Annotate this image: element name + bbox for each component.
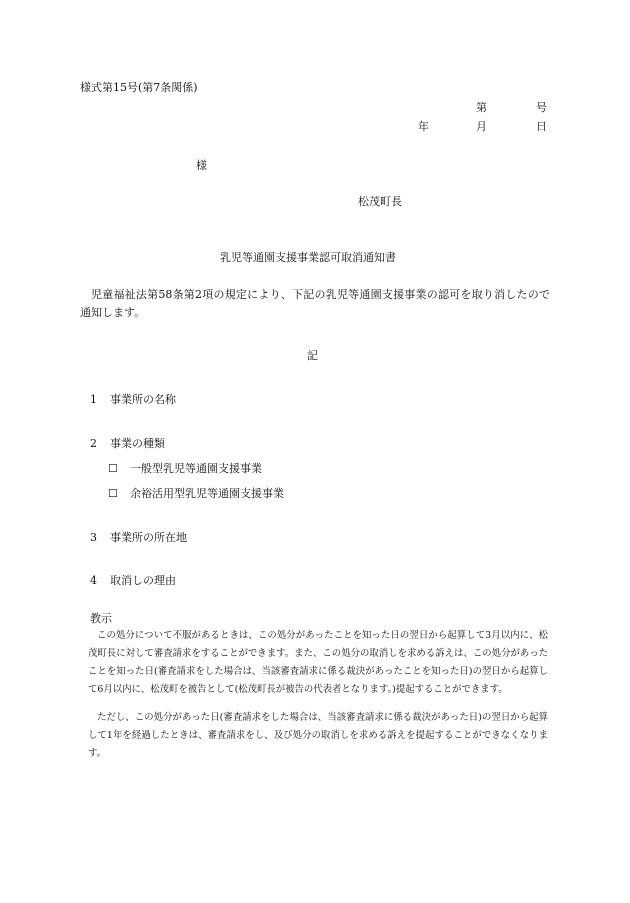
item-label: 事業所の所在地 xyxy=(110,531,187,544)
ki-heading: 記 xyxy=(307,349,318,362)
form-number: 様式第15号(第7条関係) xyxy=(80,81,198,94)
body-text: 児童福祉法第58条第2項の規定により、下記の乳児等通園支援事業の認可を取り消したので通知します。 xyxy=(80,288,550,319)
item-revocation-reason xyxy=(90,573,176,589)
number-dai: 第 xyxy=(476,101,487,114)
option-general-type[interactable] xyxy=(108,461,262,477)
item-number: 3 xyxy=(90,531,97,544)
item-number: 2 xyxy=(90,437,97,450)
item-number: 4 xyxy=(90,574,97,587)
item-facility-name xyxy=(90,392,176,408)
date-year: 年 xyxy=(418,120,429,133)
option-label: 一般型乳児等通園支援事業 xyxy=(130,462,262,475)
item-business-type xyxy=(90,436,165,452)
item-facility-address xyxy=(90,530,187,546)
notice-heading: 教示 xyxy=(90,612,112,625)
checkbox-icon[interactable]: ☐ xyxy=(108,487,118,500)
checkbox-icon[interactable]: ☐ xyxy=(108,462,118,475)
notice-paragraph-2: ただし、この処分があった日(審査請求をした場合は、当該審査請求に係る裁決があった日)の翌日から起算して1年を経過したときは、審査請求をし、及び処分の取消しを求める訴えを提起することができなくなります。 xyxy=(88,712,548,759)
option-surplus-type[interactable] xyxy=(108,486,284,502)
notice-paragraph-1: この処分について不服があるときは、この処分があったことを知った日の翌日から起算して3月以内に、松茂町長に対して審査請求をすることができます。また、この処分の取消しを求める訴えは、この処分があったことを知った日(審査請求をした場合は、当該審査請求に係る裁決があったことを知った日)の翌日から起算して6月以内に、松茂町を被告として(松茂町長が被告の代表者となります。)提起することができます。 xyxy=(88,630,548,695)
addressee-suffix: 様 xyxy=(196,159,207,172)
document-title: 乳児等通園支援事業認可取消通知書 xyxy=(220,251,396,264)
option-label: 余裕活用型乳児等通園支援事業 xyxy=(130,487,284,500)
date-day: 日 xyxy=(536,120,547,133)
issuer: 松茂町長 xyxy=(358,195,402,208)
item-label: 取消しの理由 xyxy=(110,574,176,587)
number-go: 号 xyxy=(536,101,547,114)
item-label: 事業所の名称 xyxy=(110,393,176,406)
date-month: 月 xyxy=(476,120,487,133)
item-label: 事業の種類 xyxy=(110,437,165,450)
item-number: 1 xyxy=(90,393,97,406)
